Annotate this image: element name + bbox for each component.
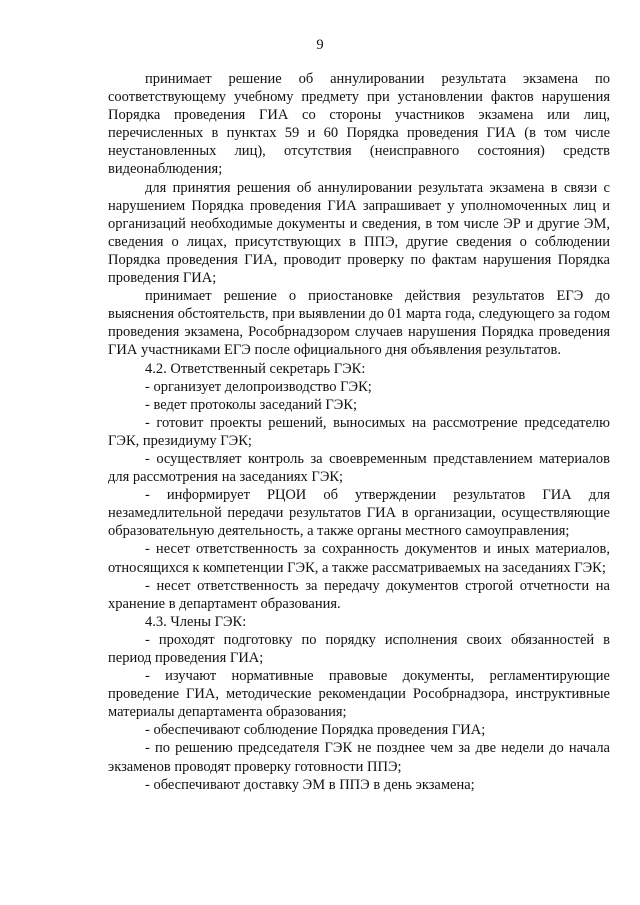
paragraph-annul-result: принимает решение об аннулировании результата экзамена по соответствующему учебному предмету при установлении фактов нарушения Порядка проведения ГИА со стороны участников экзамена или лиц, перечисленных в пунктах 59 и 60 Порядка проведения ГИА (в том числе неустановленных лиц), отсутствия (неисправного состояния) средств видеонаблюдения; <box>108 71 610 178</box>
list-item: - организует делопроизводство ГЭК; <box>145 378 372 395</box>
section-heading-members: 4.3. Члены ГЭК: <box>145 613 247 630</box>
list-item: - готовит проекты решений, выносимых на рассмотрение председателю ГЭК, президиуму ГЭК; <box>108 414 610 449</box>
paragraph-request-documents: для принятия решения об аннулировании результата экзамена в связи с нарушением Порядка проведения ГИА запрашивает у уполномоченных лиц и организаций необходимые документы и сведения, в том числе ЭР и другие ЭМ, сведения о лицах, присутствующих в ППЭ, другие сведения о соблюдении Порядка проведения ГИА, проводит проверку по фактам нарушения Порядка проведения ГИА; <box>108 179 610 287</box>
section-heading-secretary: 4.2. Ответственный секретарь ГЭК: <box>145 360 366 377</box>
list-item: - проходят подготовку по порядку исполнения своих обязанностей в период проведения ГИА; <box>108 631 610 666</box>
paragraph-suspend-results: принимает решение о приостановке действия результатов ЕГЭ до выяснения обстоятельств, при выявлении до 01 марта года, следующего за годом проведения экзамена, Рособрнадзором случаев нарушения Порядка проведения ГИА участниками ЕГЭ после официального дня объявления результатов. <box>108 288 610 359</box>
list-item: - несет ответственность за сохранность документов и иных материалов, относящихся к компетенции ГЭК, а также рассматриваемых на заседаниях ГЭК; <box>108 541 610 576</box>
list-item: - по решению председателя ГЭК не позднее чем за две недели до начала экзаменов проводят проверку готовности ППЭ; <box>108 740 610 775</box>
list-item: - несет ответственность за передачу документов строгой отчетности на хранение в департамент образования. <box>108 577 610 612</box>
list-item: - обеспечивают соблюдение Порядка проведения ГИА; <box>145 722 486 739</box>
page-number: 9 <box>316 37 324 53</box>
list-item: - осуществляет контроль за своевременным представлением материалов для рассмотрения на заседаниях ГЭК; <box>108 450 610 486</box>
list-item: - информирует РЦОИ об утверждении результатов ГИА для незамедлительной передачи результатов ГИА в организации, осуществляющие образовательную деятельность, а также органы местного самоуправления; <box>108 487 610 540</box>
document-body <box>108 70 610 794</box>
list-item: - обеспечивают доставку ЭМ в ППЭ в день экзамена; <box>145 776 475 793</box>
list-item: - ведет протоколы заседаний ГЭК; <box>145 396 358 413</box>
list-item: - изучают нормативные правовые документы, регламентирующие проведение ГИА, методические рекомендации Рособрнадзора, инструктивные материалы департамента образования; <box>108 668 610 721</box>
